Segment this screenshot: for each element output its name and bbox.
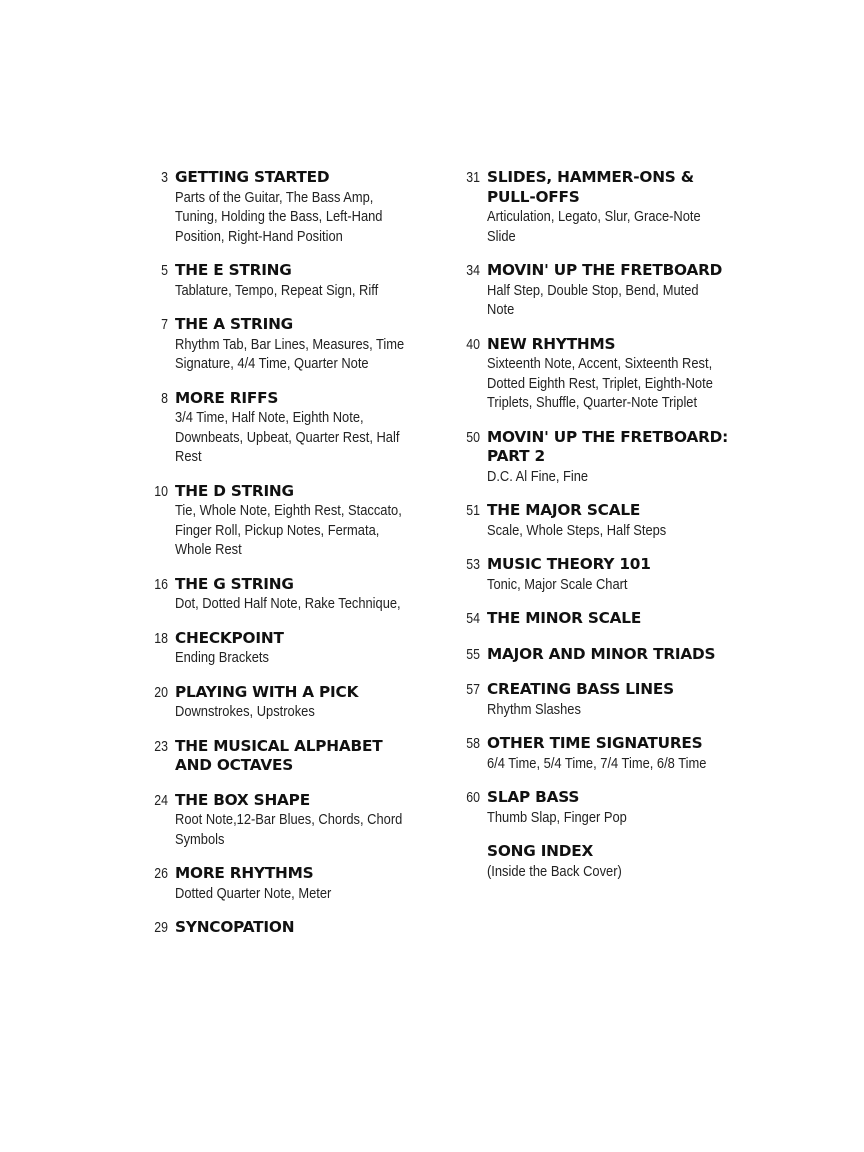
toc-entry-the-d-string[interactable] (140, 482, 440, 560)
section-topics-line: Rest (175, 448, 202, 465)
page-number-cell (452, 609, 488, 630)
page-number-cell (452, 734, 488, 755)
page-number: 50 (466, 429, 480, 446)
section-topics-line: Whole Rest (175, 541, 242, 558)
page-number-cell (140, 168, 176, 189)
entry-body (175, 864, 439, 903)
toc-entry-the-a-string[interactable] (140, 315, 440, 374)
entry-body (175, 261, 439, 300)
page-number-cell (452, 501, 488, 522)
section-topics-line: Root Note,12-Bar Blues, Chords, Chord (175, 811, 403, 828)
toc-entry-movin-up-the-fretboard-part-2[interactable] (452, 428, 762, 487)
page-number: 26 (154, 866, 168, 882)
page-number-cell (452, 168, 488, 189)
page-number: 29 (154, 920, 168, 936)
section-title[interactable]: NEW RHYTHMS (487, 334, 616, 353)
toc-right-column (452, 168, 762, 896)
entry-body (487, 335, 761, 413)
section-topics-line: Tie, Whole Note, Eighth Rest, Staccato, (175, 502, 402, 519)
section-topics-line: Triplets, Shuffle, Quarter-Note Triplet (487, 394, 698, 411)
section-title[interactable]: THE G STRING (175, 574, 294, 593)
section-topics-line: (Inside the Back Cover) (487, 862, 622, 880)
section-title-line[interactable]: PART 2 (487, 447, 545, 465)
toc-entry-other-time-signatures[interactable] (452, 734, 762, 773)
toc-entry-new-rhythms[interactable] (452, 335, 762, 413)
section-topics-line: Tablature, Tempo, Repeat Sign, Riff (175, 281, 379, 299)
page-number: 34 (466, 263, 480, 279)
page-number: 7 (161, 317, 168, 333)
page-number-cell (452, 680, 488, 701)
section-title[interactable]: THE MAJOR SCALE (487, 501, 641, 519)
section-title[interactable]: THE MINOR SCALE (487, 609, 642, 627)
toc-entry-the-e-string[interactable] (140, 261, 440, 300)
toc-entry-playing-with-a-pick[interactable] (140, 683, 440, 722)
page-number: 5 (161, 263, 168, 279)
section-topics-line: Thumb Slap, Finger Pop (487, 808, 627, 826)
section-topics-line: D.C. Al Fine, Fine (487, 467, 589, 485)
section-topics-line: Dotted Quarter Note, Meter (175, 884, 332, 902)
entry-body (487, 609, 761, 629)
entry-body (175, 918, 439, 938)
page-number: 54 (466, 611, 480, 627)
toc-entry-more-rhythms[interactable] (140, 864, 440, 903)
entry-body (175, 737, 439, 776)
entry-body (487, 645, 761, 665)
page-number-cell (452, 261, 488, 282)
page-number: 20 (154, 684, 168, 701)
section-title[interactable]: SLAP BASS (487, 788, 580, 806)
section-topics-line: Position, Right-Hand Position (175, 227, 343, 245)
toc-entry-slides-hammer-ons-pull-offs[interactable] (452, 168, 762, 246)
section-topics-line: Tuning, Holding the Bass, Left-Hand (175, 208, 383, 225)
section-title[interactable]: MORE RHYTHMS (175, 864, 314, 882)
page-number-cell (140, 629, 176, 650)
page-number: 53 (466, 557, 480, 573)
page-number: 3 (161, 170, 168, 186)
entry-body (487, 261, 761, 320)
section-title[interactable]: THE BOX SHAPE (175, 790, 310, 809)
page-number-cell (140, 791, 176, 812)
entry-body (175, 791, 439, 850)
entry-body (487, 788, 761, 827)
section-title[interactable]: CHECKPOINT (175, 628, 284, 647)
section-title[interactable]: OTHER TIME SIGNATURES (487, 734, 703, 752)
entry-body (487, 680, 761, 719)
page-number: 60 (466, 790, 480, 806)
entry-body (175, 683, 439, 722)
section-topics-line: Articulation, Legato, Slur, Grace-Note (487, 208, 701, 225)
section-topics-line: Rhythm Slashes (487, 700, 581, 718)
entry-body (175, 389, 439, 467)
section-topics-line: Sixteenth Note, Accent, Sixteenth Rest, (487, 355, 713, 372)
page-number: 57 (466, 682, 480, 698)
section-topics-line: Dot, Dotted Half Note, Rake Technique, (175, 595, 401, 612)
page-number: 58 (466, 736, 480, 752)
page-number: 18 (154, 630, 168, 647)
toc-entry-song-index[interactable] (452, 842, 762, 881)
section-title[interactable]: GETTING STARTED (175, 168, 330, 186)
section-title[interactable]: SONG INDEX (487, 842, 594, 860)
toc-entry-creating-bass-lines[interactable] (452, 680, 762, 719)
section-topics-line: Rhythm Tab, Bar Lines, Measures, Time (175, 335, 405, 353)
toc-entry-more-riffs[interactable] (140, 389, 440, 467)
entry-body (175, 575, 439, 614)
page-number-cell (452, 555, 488, 576)
section-title[interactable]: MORE RIFFS (175, 388, 279, 407)
page-number-cell (140, 315, 176, 336)
page-number-cell (140, 737, 176, 758)
section-title-line[interactable]: SLIDES, HAMMER-ONS & (487, 168, 694, 186)
section-topics-line: Finger Roll, Pickup Notes, Fermata, (175, 521, 380, 539)
section-topics-line: Note (487, 301, 515, 318)
section-title[interactable]: SYNCOPATION (175, 918, 295, 936)
toc-entry-syncopation[interactable] (140, 918, 440, 939)
toc-entry-the-box-shape[interactable] (140, 791, 440, 850)
section-topics-line: Tonic, Major Scale Chart (487, 575, 628, 593)
toc-entry-checkpoint[interactable] (140, 629, 440, 668)
page-number: 24 (154, 792, 168, 809)
page-number (456, 842, 480, 843)
section-title[interactable]: THE D STRING (175, 481, 294, 500)
page-number-cell (452, 335, 488, 356)
section-title[interactable]: MAJOR AND MINOR TRIADS (487, 644, 716, 663)
section-topics-line: Parts of the Guitar, The Bass Amp, (175, 188, 374, 206)
page-number: 8 (161, 390, 168, 407)
section-topics-line: 6/4 Time, 5/4 Time, 7/4 Time, 6/8 Time (487, 754, 707, 772)
entry-body (175, 315, 439, 374)
toc-entry-getting-started[interactable] (140, 168, 440, 246)
entry-body (487, 734, 761, 773)
page-number: 16 (154, 576, 168, 593)
section-topics-line: Ending Brackets (175, 649, 269, 666)
section-topics-line: Symbols (175, 830, 225, 848)
section-title[interactable]: THE A STRING (175, 315, 294, 333)
entry-body (175, 629, 439, 668)
toc-entry-movin-up-the-fretboard[interactable] (452, 261, 762, 320)
section-topics-line: 3/4 Time, Half Note, Eighth Note, (175, 409, 364, 426)
page-number: 31 (466, 170, 480, 186)
entry-body (487, 168, 761, 246)
section-topics-line: Slide (487, 227, 516, 245)
section-title-line[interactable]: PULL-OFFS (487, 187, 580, 206)
section-topics-line: Half Step, Double Stop, Bend, Muted (487, 281, 699, 299)
section-title-line[interactable]: THE MUSICAL ALPHABET (175, 736, 383, 755)
toc-entry-the-minor-scale[interactable] (452, 609, 762, 630)
page-number: 51 (466, 503, 480, 519)
page-number-cell (140, 575, 176, 596)
section-title[interactable]: THE E STRING (175, 261, 292, 279)
toc-entry-music-theory-101[interactable] (452, 555, 762, 594)
page-number-cell (140, 683, 176, 704)
toc-entry-major-and-minor-triads[interactable] (452, 645, 762, 666)
page-number: 40 (466, 336, 480, 353)
section-title[interactable]: PLAYING WITH A PICK (175, 682, 359, 701)
entry-body (175, 168, 439, 246)
section-topics-line: Downbeats, Upbeat, Quarter Rest, Half (175, 428, 400, 446)
entry-body (175, 482, 439, 560)
toc-entry-the-g-string[interactable] (140, 575, 440, 614)
section-topics-line: Signature, 4/4 Time, Quarter Note (175, 355, 369, 372)
toc-left-column (140, 168, 440, 954)
page-number-cell (452, 842, 488, 843)
page-number-cell (452, 428, 488, 449)
entry-body (487, 555, 761, 594)
section-title[interactable]: CREATING BASS LINES (487, 680, 674, 698)
page-number-cell (140, 261, 176, 282)
section-topics-line: Scale, Whole Steps, Half Steps (487, 521, 667, 539)
entry-body (487, 501, 761, 540)
page-number: 10 (154, 483, 168, 500)
toc-entry-the-musical-alphabet-and-octaves[interactable] (140, 737, 440, 776)
section-topics-line: Downstrokes, Upstrokes (175, 703, 315, 720)
page-number-cell (140, 389, 176, 410)
section-topics-line: Dotted Eighth Rest, Triplet, Eighth-Note (487, 374, 713, 392)
section-title[interactable]: MOVIN' UP THE FRETBOARD (487, 261, 723, 279)
page-number-cell (140, 918, 176, 939)
page-number: 55 (466, 646, 480, 663)
entry-body (487, 842, 761, 881)
section-title[interactable]: MUSIC THEORY 101 (487, 555, 651, 573)
section-title-line[interactable]: AND OCTAVES (175, 756, 294, 774)
toc-entry-the-major-scale[interactable] (452, 501, 762, 540)
page-number-cell (452, 645, 488, 666)
page-number-cell (140, 864, 176, 885)
page-number-cell (452, 788, 488, 809)
page-number-cell (140, 482, 176, 503)
page-number: 23 (154, 738, 168, 755)
toc-entry-slap-bass[interactable] (452, 788, 762, 827)
section-title-line[interactable]: MOVIN' UP THE FRETBOARD: (487, 427, 729, 446)
entry-body (487, 428, 761, 487)
